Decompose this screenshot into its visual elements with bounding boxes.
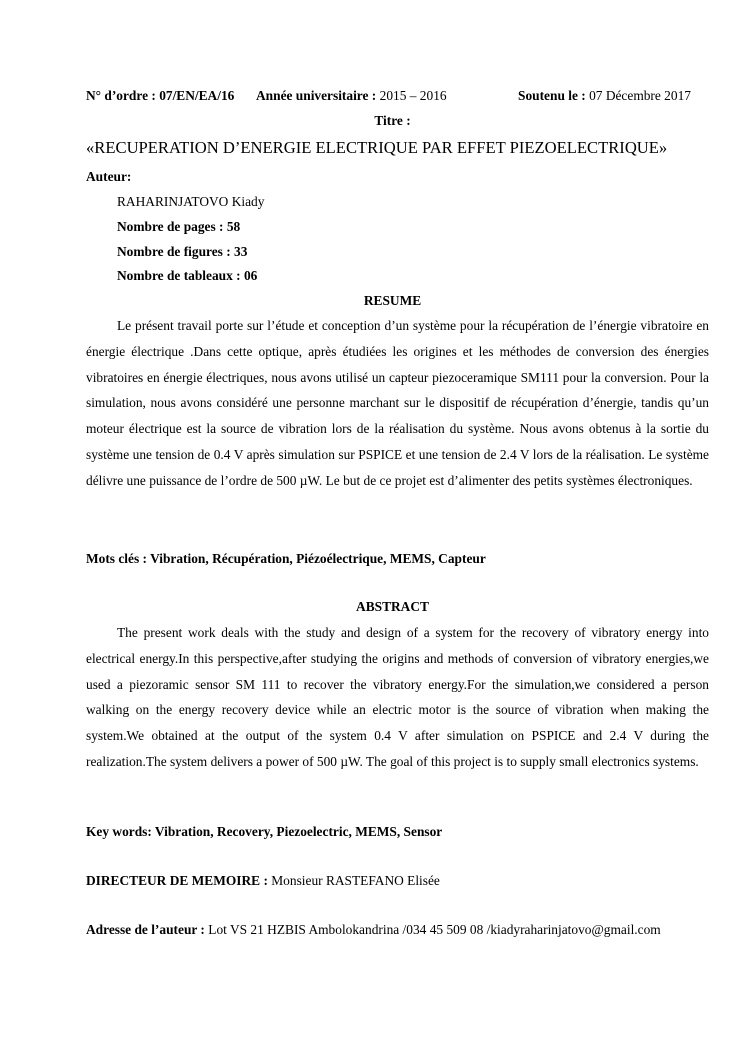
order-value: 07/EN/EA/16 [159,88,235,103]
resume-text: Le présent travail porte sur l’étude et conception d’un système pour la récupération de l’énergie vibratoire en énergie électrique .Dans cette optique, après étudiées les origines et les méthodes de conversion des énergies vibratoires en énergie électriques, nous avons utilisé un capteur piezoceramique SM111 pour la conversion. Pour la simulation, nous avons considéré une personne marchant sur le dispositif de récupération d’énergie, tandis qu’un moteur électrique est la source de vibration lors de la réalisation du système. Nous avons obtenus à la sortie du système une tension de 0.4 V après simulation sur PSPICE et une tension de 2.4 V lors de la réalisation. Le système délivre une puissance de l’ordre de 500 µW. Le but de ce projet est d’alimenter des petits systèmes électroniques. [86,318,709,488]
resume-keywords: Mots clés : Vibration, Récupération, Piézoélectrique, MEMS, Capteur [86,551,486,566]
defense-label: Soutenu le : [518,88,586,103]
address-label: Adresse de l’auteur : [86,922,205,937]
figure-count: Nombre de figures : 33 [117,244,248,259]
title-label: Titre : [374,113,411,128]
author-name: RAHARINJATOVO Kiady [117,194,265,209]
year-label: Année universitaire : [256,88,377,103]
address-value: Lot VS 21 HZBIS Ambolokandrina /034 45 509 08 /kiadyraharinjatovo@gmail.com [208,922,661,937]
table-count: Nombre de tableaux : 06 [117,268,258,283]
year-value: 2015 – 2016 [379,88,447,103]
order-label: N° d’ordre : [86,88,156,103]
order-number [86,88,234,104]
abstract-text: The present work deals with the study and design of a system for the recovery of vibratory energy into electrical energy.In this perspective,after studying the origins and methods of conversion of vibratory energies,we used a piezoramic sensor SM 111 to recover the vibratory energy.For the simulation,we considered a person walking on the energy recovery device while an electric motor is the source of vibration when making the system.We obtained at the output of the system 0.4 V after simulation on PSPICE and 2.4 V during the realization.The system delivers a power of 500 µW. The goal of this project is to supply small electronics systems. [86,625,709,769]
defense-date [518,88,691,104]
defense-value: 07 Décembre 2017 [589,88,691,103]
abstract-keywords: Key words: Vibration, Recovery, Piezoelectric, MEMS, Sensor [86,824,443,839]
director-label: DIRECTEUR DE MEMOIRE : [86,873,268,888]
academic-year [256,88,447,104]
director-value: Monsieur RASTEFANO Elisée [271,873,440,888]
page-title: «RECUPERATION D’ENERGIE ELECTRIQUE PAR EFFET PIEZOELECTRIQUE» [86,138,668,157]
director [86,873,440,889]
author-address [86,922,661,938]
abstract-heading: ABSTRACT [356,599,429,614]
page-count: Nombre de pages : 58 [117,219,241,234]
author-label: Auteur: [86,169,132,184]
resume-heading: RESUME [363,293,422,308]
